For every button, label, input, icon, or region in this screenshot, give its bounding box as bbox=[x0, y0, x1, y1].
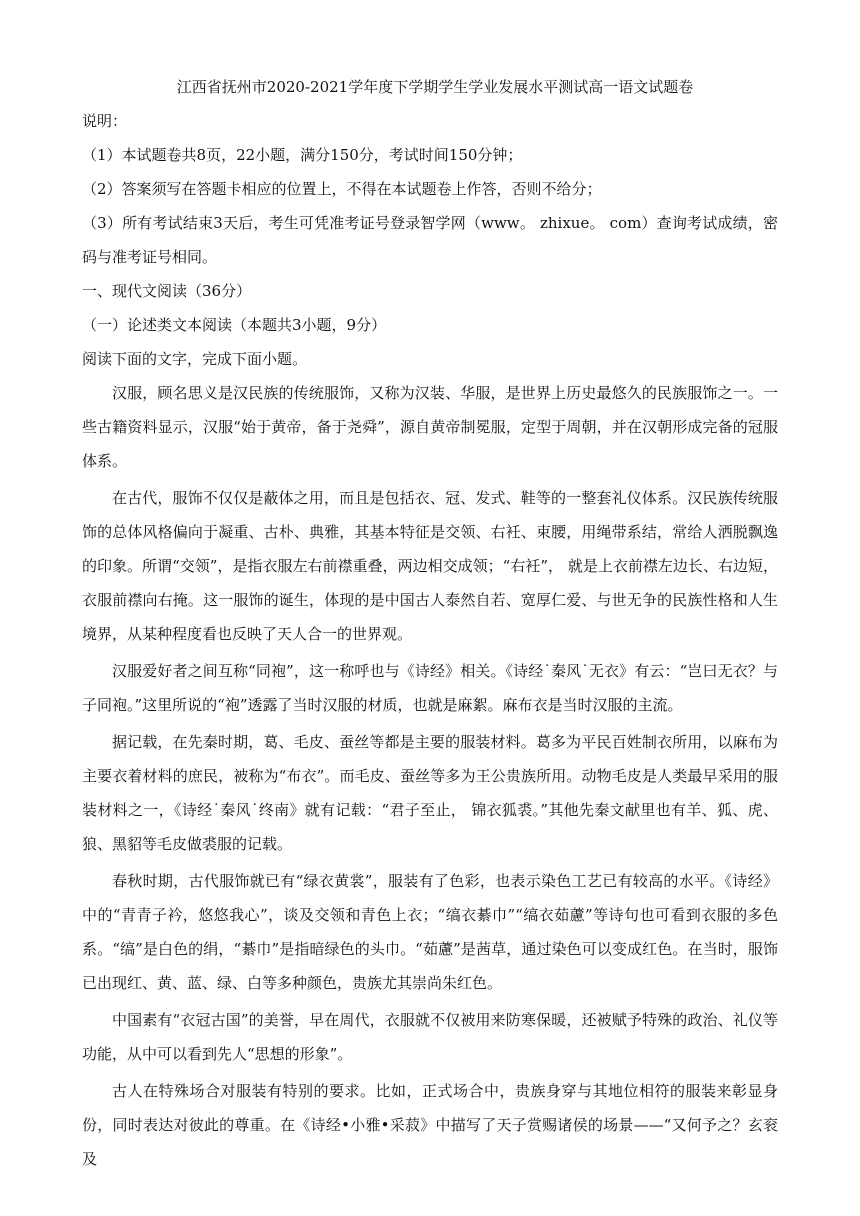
subsection-heading: （一）论述类文本阅读（本题共3小题，9分） bbox=[82, 316, 387, 334]
body-paragraph: 汉服爱好者之间互称“同袍”，这一称呼也与《诗经》相关。《诗经˙秦风˙无衣》有云：“岂曰无衣？与子同袍。”这里所说的“袍”透露了当时汉服的材质，也就是麻絮。麻布衣是当时汉服的主流。 bbox=[82, 662, 778, 714]
body-paragraph: 汉服，顾名思义是汉民族的传统服饰，又称为汉装、华服，是世界上历史最悠久的民族服饰之一。一些古籍资料显示，汉服“始于黄帝，备于尧舜”，源自黄帝制冕服，定型于周朝，并在汉朝形成完备的冠服体系。 bbox=[82, 384, 778, 470]
instructions-heading: 说明： bbox=[82, 112, 128, 130]
reading-prompt: 阅读下面的文字，完成下面小题。 bbox=[82, 350, 308, 368]
body-paragraph: 中国素有“衣冠古国”的美誉，早在周代，衣服就不仅被用来防寒保暖，还被赋予特殊的政治、礼仪等功能，从中可以看到先人“思想的形象”。 bbox=[82, 1011, 778, 1063]
body-paragraph: 在古代，服饰不仅仅是蔽体之用，而且是包括衣、冠、发式、鞋等的一整套礼仪体系。汉民族传统服饰的总体风格偏向于凝重、古朴、典雅，其基本特征是交领、右衽、束腰，用绳带系结，常给人洒脱飘逸的印象。所谓“交领”，是指衣服左右前襟重叠，两边相交成领；“右衽”， 就是上衣前襟左边长、右边短，衣服前襟向右掩。这一服饰的诞生，体现的是中国古人泰然自若、宽厚仁爱、与世无争的民族性格和人生境界，从某种程度看也反映了天人合一的世界观。 bbox=[82, 489, 778, 643]
instruction-item: （3）所有考试结束3天后，考生可凭准考证号登录智学网（www。 zhixue。 com）查询考试成绩，密码与准考证号相同。 bbox=[82, 214, 778, 266]
body-paragraph: 春秋时期，古代服饰就已有“绿衣黄裳”，服装有了色彩，也表示染色工艺已有较高的水平。《诗经》中的“青青子衿，悠悠我心”，谈及交领和青色上衣；“缟衣綦巾”“缟衣茹藘”等诗句也可看到衣服的多色系。“缟”是白色的绢，“綦巾”是指暗绿色的头巾。“茹藘”是茜草，通过染色可以变成红色。在当时，服饰已出现红、黄、蓝、绿、白等多种颜色，贵族尤其崇尚朱红色。 bbox=[82, 872, 778, 992]
body-paragraph: 据记载，在先秦时期，葛、毛皮、蚕丝等都是主要的服装材料。葛多为平民百姓制衣所用，以麻布为主要衣着材料的庶民，被称为“布衣”。而毛皮、蚕丝等多为王公贵族所用。动物毛皮是人类最早采用的服装材料之一，《诗经˙秦风˙终南》就有记载：“君子至止， 锦衣狐裘。”其他先秦文献里也有羊、狐、虎、狼、黑貂等毛皮做裘服的记载。 bbox=[82, 733, 778, 853]
body-paragraph: 古人在特殊场合对服装有特别的要求。比如，正式场合中，贵族身穿与其地位相符的服装来彰显身份，同时表达对彼此的尊重。在《诗经•小雅•采菽》中描写了天子赏赐诸侯的场景——“又何予之？玄衮及 bbox=[82, 1082, 778, 1168]
section-heading: 一、现代文阅读（36分） bbox=[82, 282, 252, 300]
instruction-item: （2）答案须写在答题卡相应的位置上，不得在本试题卷上作答，否则不给分； bbox=[82, 180, 602, 198]
document-title: 江西省抚州市2020-2021学年度下学期学生学业发展水平测试高一语文试题卷 bbox=[176, 78, 694, 96]
instruction-item: （1）本试题卷共8页，22小题，满分150分，考试时间150分钟； bbox=[82, 146, 523, 164]
